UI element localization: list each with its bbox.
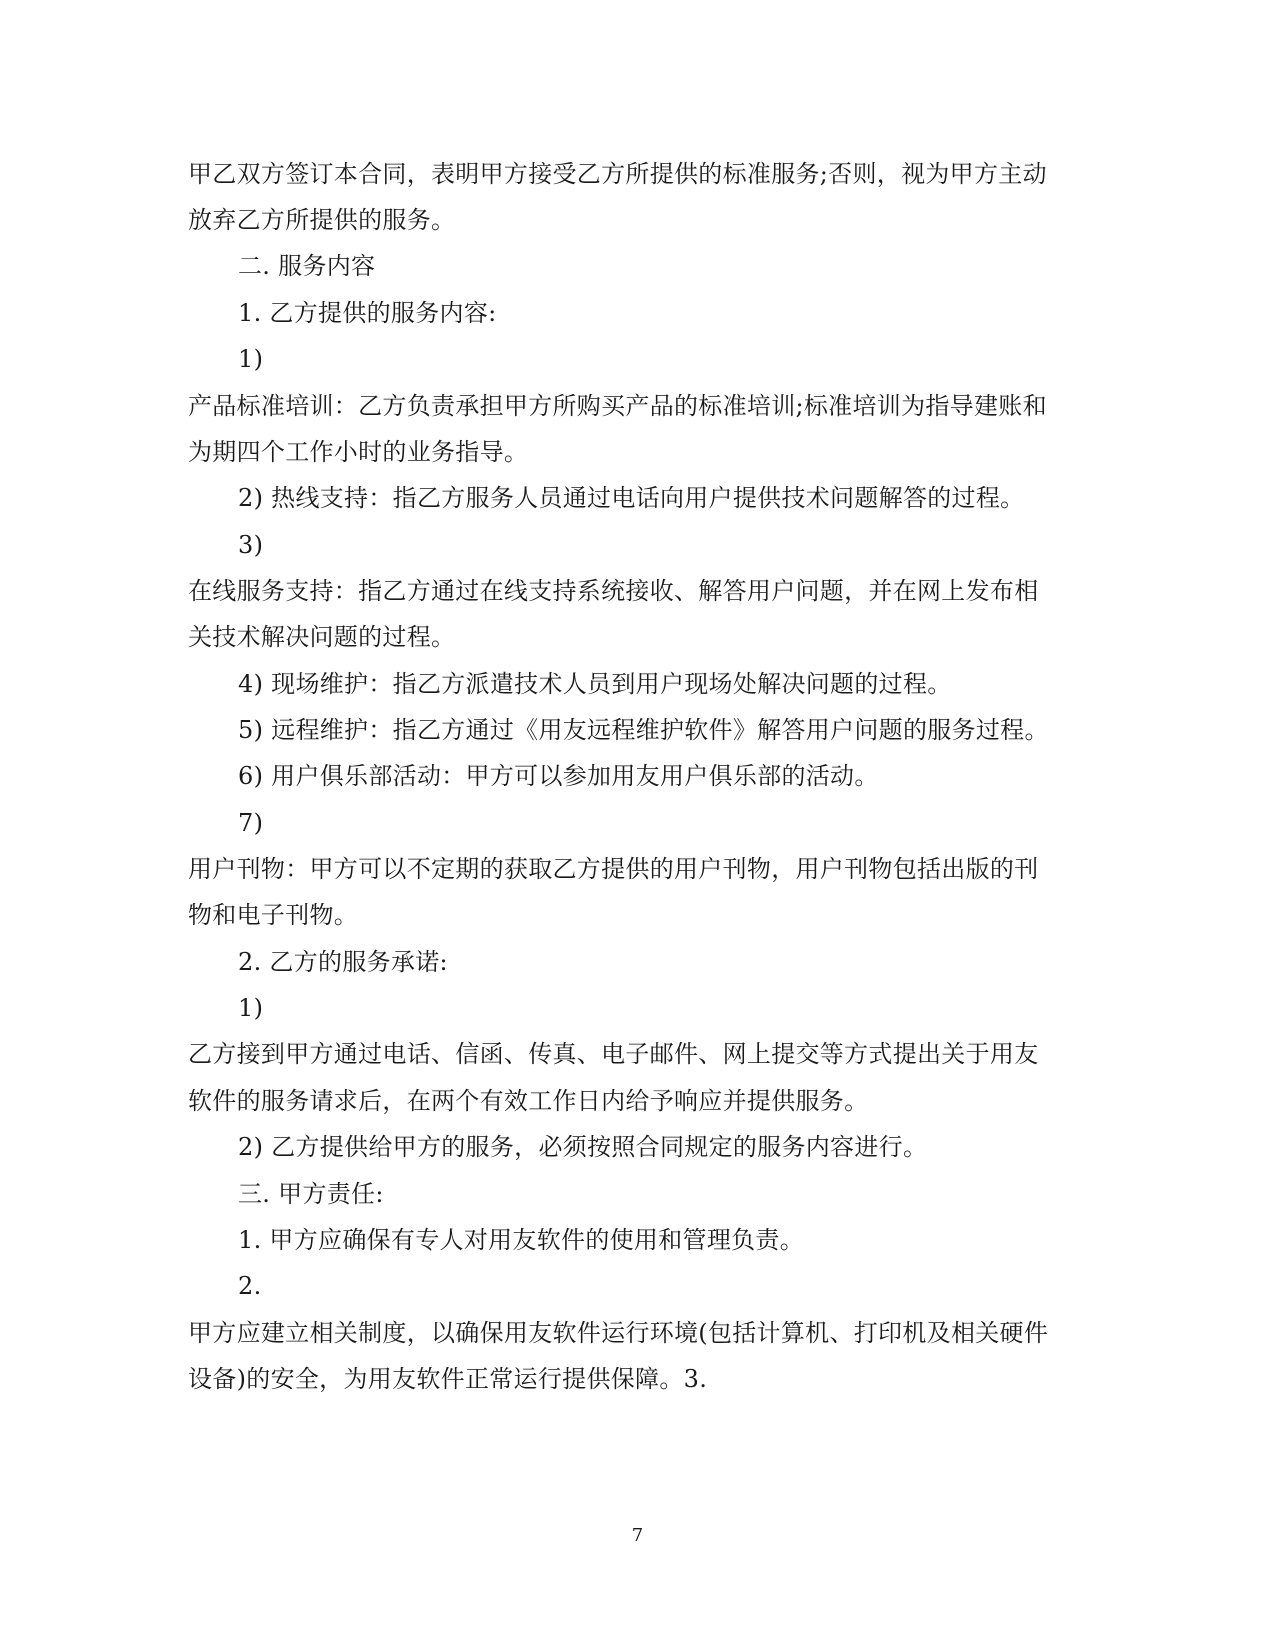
page-number: 7 (631, 1525, 644, 1546)
list-item: 4) 现场维护：指乙方派遣技术人员到用户现场处解决问题的过程。 (238, 670, 952, 698)
text-line: 设备)的安全，为用友软件正常运行提供保障。3. (188, 1365, 708, 1393)
text-line: 甲方应建立相关制度，以确保用友软件运行环境(包括计算机、打印机及相关硬件 (188, 1319, 1049, 1347)
subsection-heading: 2. 乙方的服务承诺: (238, 948, 448, 976)
text-line: 关技术解决问题的过程。 (188, 623, 456, 651)
text-line: 用户刊物：甲方可以不定期的获取乙方提供的用户刊物，用户刊物包括出版的刊 (188, 855, 1039, 883)
list-item-number: 2. (238, 1272, 262, 1300)
list-item-number: 1) (238, 994, 264, 1022)
text-line: 软件的服务请求后，在两个有效工作日内给予响应并提供服务。 (188, 1087, 869, 1115)
text-line: 放弃乙方所提供的服务。 (188, 206, 456, 234)
text-line: 甲乙双方签订本合同，表明甲方接受乙方所提供的标准服务;否则，视为甲方主动 (188, 160, 1047, 188)
text-line: 物和电子刊物。 (188, 901, 359, 929)
subsection-heading: 1. 乙方提供的服务内容: (238, 299, 497, 327)
list-item: 1. 甲方应确保有专人对用友软件的使用和管理负责。 (238, 1226, 805, 1254)
list-item: 6) 用户俱乐部活动：甲方可以参加用友用户俱乐部的活动。 (238, 762, 879, 790)
text-line: 乙方接到甲方通过电话、信函、传真、电子邮件、网上提交等方式提出关于用友 (188, 1040, 1039, 1068)
section-heading: 三. 甲方责任: (238, 1180, 384, 1208)
text-line: 在线服务支持：指乙方通过在线支持系统接收、解答用户问题，并在网上发布相 (188, 577, 1039, 605)
list-item: 2) 乙方提供给甲方的服务，必须按照合同规定的服务内容进行。 (238, 1133, 928, 1161)
list-item-number: 3) (238, 531, 264, 559)
list-item-number: 1) (238, 345, 264, 373)
list-item: 2) 热线支持：指乙方服务人员通过电话向用户提供技术问题解答的过程。 (238, 484, 1025, 512)
list-item: 5) 远程维护：指乙方通过《用友远程维护软件》解答用户问题的服务过程。 (238, 716, 1049, 744)
text-line: 为期四个工作小时的业务指导。 (188, 438, 529, 466)
section-heading: 二. 服务内容 (238, 252, 376, 280)
text-line: 产品标准培训：乙方负责承担甲方所购买产品的标准培训;标准培训为指导建账和 (188, 392, 1047, 420)
list-item-number: 7) (238, 809, 264, 837)
